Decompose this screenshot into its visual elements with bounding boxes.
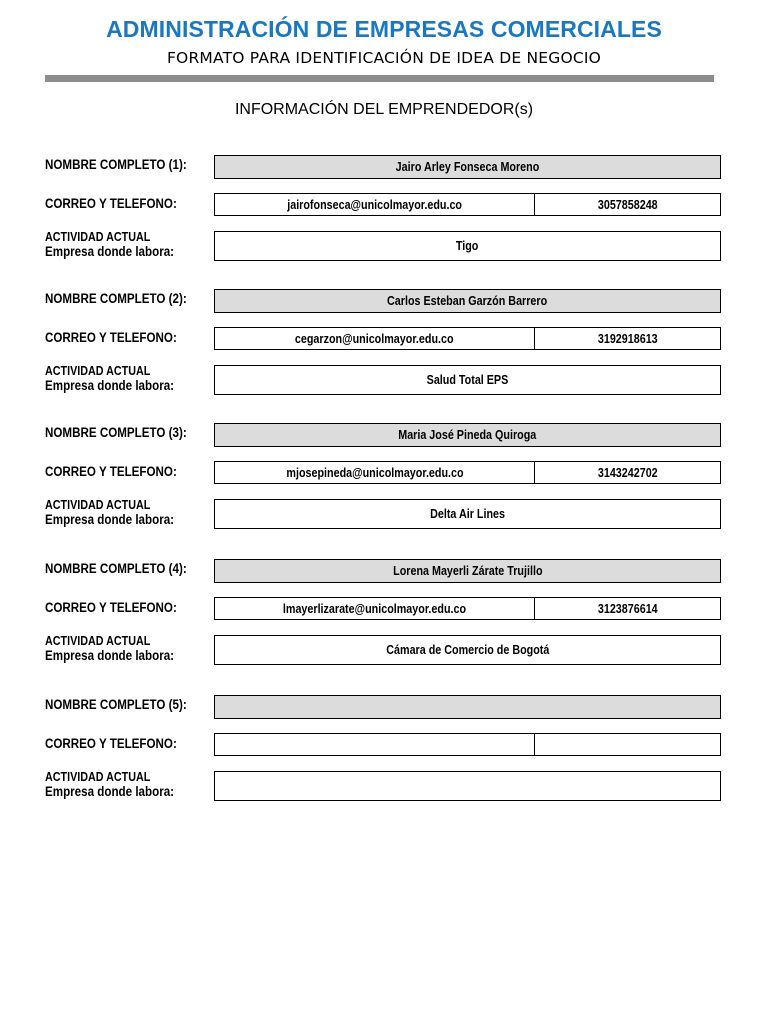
company-label: Empresa donde labora: [45,784,175,799]
activity-label: ACTIVIDAD ACTUAL [45,364,151,378]
name-value: Lorena Mayerli Zárate Trujillo [392,564,543,578]
name-field[interactable] [214,559,721,583]
name-value: Jairo Arley Fonseca Moreno [395,160,540,174]
phone-field[interactable] [535,598,720,619]
entrepreneur-block-4 [0,559,768,689]
email-field[interactable] [215,462,535,483]
document-subtitle: FORMATO PARA IDENTIFICACIÓN DE IDEA DE NEGOCIO [166,49,602,67]
name-label: NOMBRE COMPLETO (1): [45,157,187,172]
activity-label: ACTIVIDAD ACTUAL [45,230,151,244]
phone-field[interactable] [535,462,720,483]
email-phone-label: CORREO Y TELEFONO: [45,600,177,615]
email-phone-field [214,193,721,216]
phone-value: 3123876614 [597,601,658,616]
company-label: Empresa donde labora: [45,378,175,393]
activity-label: ACTIVIDAD ACTUAL [45,634,151,648]
phone-value: 3192918613 [597,331,658,346]
email-phone-label: CORREO Y TELEFONO: [45,736,177,751]
email-value: cegarzon@unicolmayor.edu.co [295,331,454,346]
phone-field[interactable] [535,328,720,349]
name-value: Maria José Pineda Quiroga [398,428,537,442]
email-value: jairofonseca@unicolmayor.edu.co [287,197,462,212]
entrepreneur-block-5 [0,695,768,825]
company-value: Delta Air Lines [430,507,505,521]
name-label: NOMBRE COMPLETO (3): [45,425,187,440]
entrepreneur-block-3 [0,423,768,553]
company-label: Empresa donde labora: [45,648,175,663]
email-phone-label: CORREO Y TELEFONO: [45,330,177,345]
company-field[interactable] [214,231,721,261]
company-field[interactable] [214,499,721,529]
email-field[interactable] [215,194,535,215]
company-value: Tigo [456,239,479,253]
company-value: Salud Total EPS [426,373,509,387]
company-field[interactable] [214,771,721,801]
section-title: INFORMACIÓN DEL EMPRENDEDOR(s) [234,101,534,118]
email-phone-field [214,597,721,620]
name-field[interactable] [214,289,721,313]
name-field[interactable] [214,155,721,179]
company-label: Empresa donde labora: [45,244,175,259]
email-field[interactable] [215,734,535,755]
company-field[interactable] [214,365,721,395]
email-field[interactable] [215,328,535,349]
email-phone-field [214,733,721,756]
email-phone-field [214,461,721,484]
activity-label: ACTIVIDAD ACTUAL [45,770,151,784]
phone-value: 3143242702 [597,465,658,480]
company-field[interactable] [214,635,721,665]
phone-value: 3057858248 [597,197,658,212]
email-value: lmayerlizarate@unicolmayor.edu.co [282,601,467,616]
name-label: NOMBRE COMPLETO (2): [45,291,187,306]
name-label: NOMBRE COMPLETO (4): [45,561,187,576]
entrepreneur-block-2 [0,289,768,419]
email-phone-label: CORREO Y TELEFONO: [45,464,177,479]
email-value: mjosepineda@unicolmayor.edu.co [285,465,464,480]
company-label: Empresa donde labora: [45,512,175,527]
name-field[interactable] [214,695,721,719]
entrepreneur-block-1 [0,155,768,285]
email-phone-field [214,327,721,350]
phone-field[interactable] [535,734,720,755]
name-field[interactable] [214,423,721,447]
header-divider [45,75,714,82]
email-phone-label: CORREO Y TELEFONO: [45,196,177,211]
phone-field[interactable] [535,194,720,215]
activity-label: ACTIVIDAD ACTUAL [45,498,151,512]
document-title: ADMINISTRACIÓN DE EMPRESAS COMERCIALES [106,16,662,42]
company-value: Cámara de Comercio de Bogotá [385,643,550,657]
name-label: NOMBRE COMPLETO (5): [45,697,187,712]
email-field[interactable] [215,598,535,619]
name-value: Carlos Esteban Garzón Barrero [387,294,548,308]
